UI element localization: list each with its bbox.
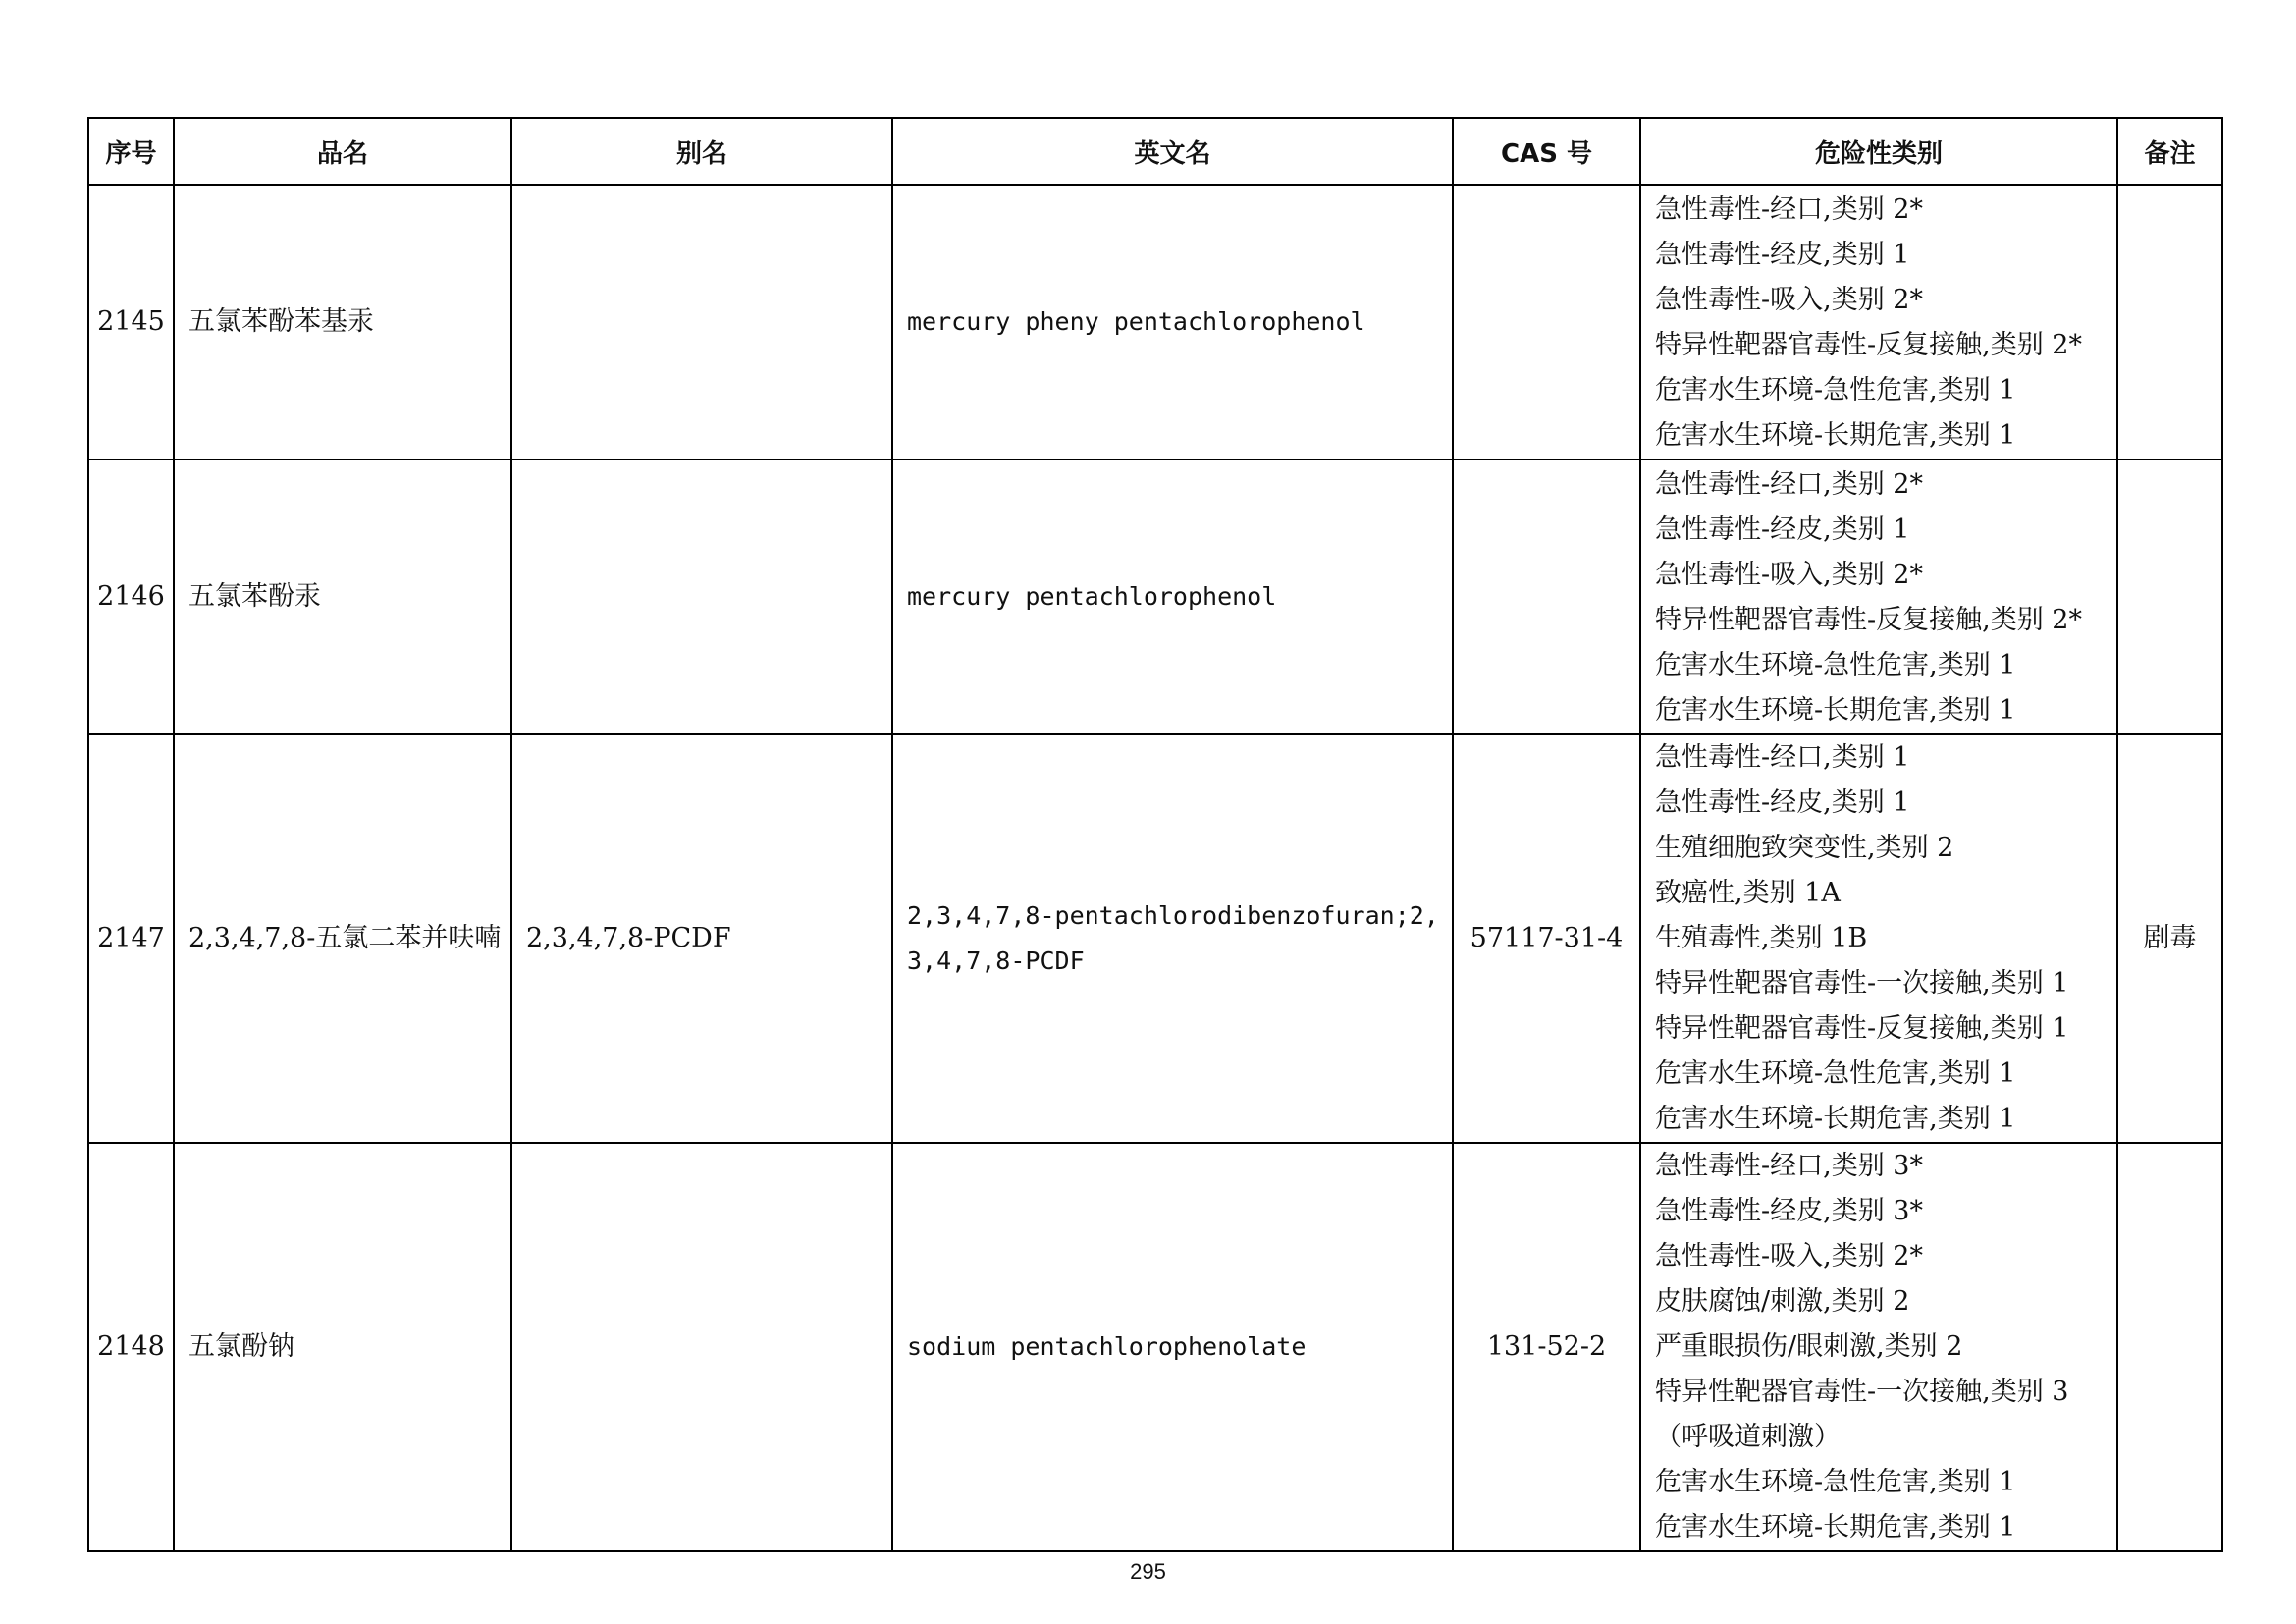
- cell-cas: 57117-31-4: [1453, 734, 1640, 1143]
- hazard-line: 危害水生环境-长期危害,类别 1: [1655, 1104, 2016, 1134]
- hazard-line: 急性毒性-吸入,类别 2*: [1655, 560, 1923, 590]
- header-note: 备注: [2117, 118, 2222, 185]
- hazard-line: 危害水生环境-急性危害,类别 1: [1655, 1058, 2016, 1089]
- hazard-line: 生殖毒性,类别 1B: [1655, 923, 1868, 953]
- header-english: 英文名: [892, 118, 1453, 185]
- cell-alias: [511, 1143, 892, 1551]
- table-row: [88, 1143, 2222, 1551]
- cell-english: 2,3,4,7,8-pentachlorodibenzofuran;2,3,4,7,8-PCDF: [892, 734, 1453, 1143]
- hazard-line: 危害水生环境-长期危害,类别 1: [1655, 420, 2016, 451]
- cell-note: [2117, 185, 2222, 460]
- table-row: [88, 185, 2222, 460]
- hazard-line: 特异性靶器官毒性-反复接触,类别 2*: [1655, 330, 2082, 360]
- hazard-line: 危害水生环境-急性危害,类别 1: [1655, 375, 2016, 406]
- page-number: 295: [1130, 1559, 1166, 1584]
- cell-english: mercury pheny pentachlorophenol: [892, 185, 1453, 460]
- hazard-line: 致癌性,类别 1A: [1655, 878, 1841, 908]
- cell-note: [2117, 460, 2222, 734]
- cell-no: 2147: [88, 734, 174, 1143]
- hazard-line: 急性毒性-经口,类别 3*: [1655, 1151, 1923, 1181]
- hazard-line: 危害水生环境-长期危害,类别 1: [1655, 1512, 2016, 1543]
- cell-hazards: [1640, 185, 2117, 460]
- header-row: [88, 118, 2222, 185]
- chemical-table: [87, 117, 2223, 1552]
- cell-name: 五氯苯酚汞: [174, 460, 511, 734]
- hazard-line: 急性毒性-吸入,类别 2*: [1655, 285, 1923, 315]
- hazard-line: 危害水生环境-长期危害,类别 1: [1655, 695, 2016, 726]
- header-hazard: 危险性类别: [1640, 118, 2117, 185]
- cell-hazards: [1640, 460, 2117, 734]
- hazard-line: 特异性靶器官毒性-反复接触,类别 2*: [1655, 605, 2082, 635]
- header-cas: CAS 号: [1453, 118, 1640, 185]
- cell-no: 2148: [88, 1143, 174, 1551]
- hazard-line: 急性毒性-经口,类别 2*: [1655, 469, 1923, 500]
- hazard-line: 急性毒性-吸入,类别 2*: [1655, 1241, 1923, 1272]
- header-name: 品名: [174, 118, 511, 185]
- cell-english: mercury pentachlorophenol: [892, 460, 1453, 734]
- cell-note: 剧毒: [2117, 734, 2222, 1143]
- cell-alias: [511, 460, 892, 734]
- hazard-line: 急性毒性-经皮,类别 1: [1655, 240, 1910, 270]
- hazard-line: 特异性靶器官毒性-一次接触,类别 3（呼吸道刺激）: [1655, 1377, 2069, 1452]
- cell-no: 2145: [88, 185, 174, 460]
- cell-no: 2146: [88, 460, 174, 734]
- hazard-line: 急性毒性-经皮,类别 3*: [1655, 1196, 1923, 1226]
- header-alias: 别名: [511, 118, 892, 185]
- hazard-line: 危害水生环境-急性危害,类别 1: [1655, 650, 2016, 680]
- cell-cas: [1453, 185, 1640, 460]
- cell-alias: [511, 185, 892, 460]
- hazard-line: 急性毒性-经口,类别 2*: [1655, 194, 1923, 225]
- cell-name: 五氯酚钠: [174, 1143, 511, 1551]
- hazard-line: 急性毒性-经口,类别 1: [1655, 742, 1910, 773]
- hazard-line: 严重眼损伤/眼刺激,类别 2: [1655, 1331, 1963, 1362]
- hazard-line: 急性毒性-经皮,类别 1: [1655, 787, 1910, 818]
- hazard-line: 生殖细胞致突变性,类别 2: [1655, 833, 1954, 863]
- cell-alias: 2,3,4,7,8-PCDF: [511, 734, 892, 1143]
- header-no: 序号: [88, 118, 174, 185]
- cell-cas: [1453, 460, 1640, 734]
- hazard-line: 皮肤腐蚀/刺激,类别 2: [1655, 1286, 1910, 1317]
- table-row: [88, 734, 2222, 1143]
- cell-name: 2,3,4,7,8-五氯二苯并呋喃: [174, 734, 511, 1143]
- table-row: [88, 460, 2222, 734]
- cell-english: sodium pentachlorophenolate: [892, 1143, 1453, 1551]
- hazard-line: 特异性靶器官毒性-一次接触,类别 1: [1655, 968, 2069, 999]
- cell-hazards: [1640, 734, 2117, 1143]
- hazard-line: 危害水生环境-急性危害,类别 1: [1655, 1467, 2016, 1497]
- cell-name: 五氯苯酚苯基汞: [174, 185, 511, 460]
- cell-cas: 131-52-2: [1453, 1143, 1640, 1551]
- cell-hazards: [1640, 1143, 2117, 1551]
- hazard-line: 急性毒性-经皮,类别 1: [1655, 514, 1910, 545]
- hazard-line: 特异性靶器官毒性-反复接触,类别 1: [1655, 1013, 2069, 1044]
- cell-note: [2117, 1143, 2222, 1551]
